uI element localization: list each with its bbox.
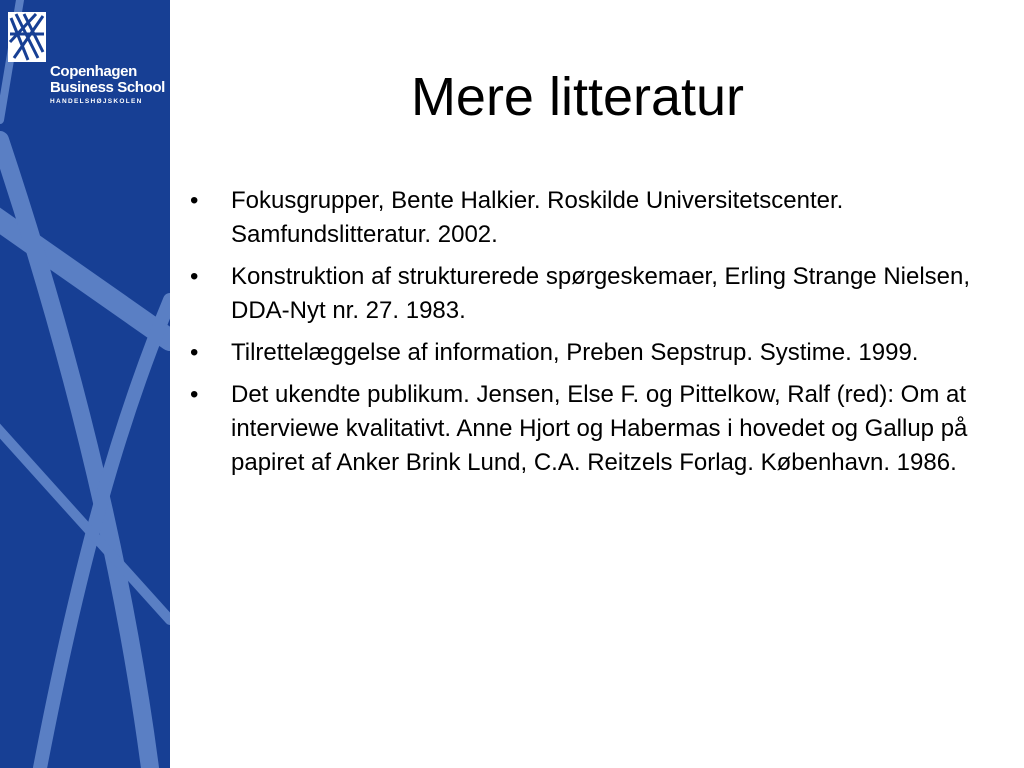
list-item <box>190 260 980 328</box>
reference-text: Det ukendte publikum. Jensen, Else F. og Pittelkow, Ralf (red): Om at interviewe kvalitativt. Anne Hjort og Habermas i hovedet og Gallup på papiret af Anker Brink Lund, C.A. Reitzels Forlag. København. 1986. <box>231 381 968 476</box>
bullet-icon: • <box>190 263 199 290</box>
cbs-logo-text <box>50 64 165 108</box>
logo-line-2: Business School <box>50 79 165 96</box>
slide-title: Mere litteratur <box>410 67 745 127</box>
bullet-icon: • <box>190 339 199 366</box>
list-item <box>190 336 980 370</box>
logo-line-3: HANDELSHØJSKOLEN <box>50 98 143 105</box>
reference-text: Tilrettelæggelse af information, Preben Sepstrup. Systime. 1999. <box>231 339 919 366</box>
bullet-icon: • <box>190 381 199 408</box>
reference-list <box>190 184 980 488</box>
decorative-lines <box>0 0 170 768</box>
cbs-logo-icon <box>8 12 46 62</box>
reference-text: Konstruktion af strukturerede spørgeskemaer, Erling Strange Nielsen, DDA-Nyt nr. 27. 1983. <box>231 263 971 324</box>
reference-text: Fokusgrupper, Bente Halkier. Roskilde Universitetscenter. Samfundslitteratur. 2002. <box>231 187 844 248</box>
list-item <box>190 378 980 480</box>
bullet-icon: • <box>190 187 199 214</box>
list-item <box>190 184 980 252</box>
sidebar-panel <box>0 0 170 768</box>
logo-line-1: Copenhagen <box>50 63 137 80</box>
